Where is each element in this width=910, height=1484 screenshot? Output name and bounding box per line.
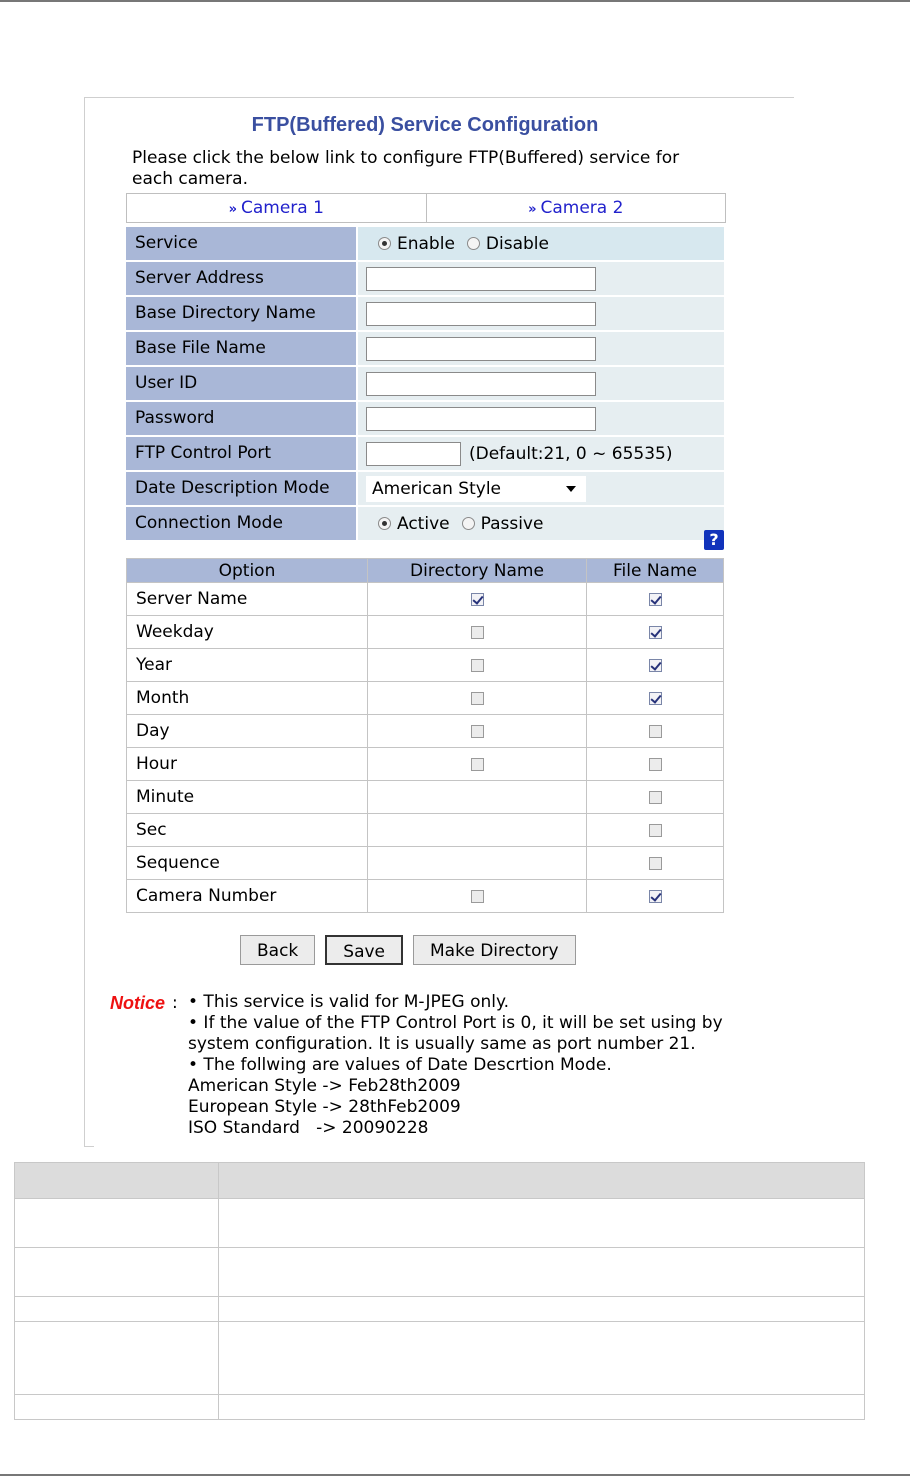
directory-name-checkbox[interactable] (471, 890, 484, 903)
back-button[interactable]: Back (240, 935, 315, 965)
notice-colon: : (172, 993, 178, 1013)
file-name-checkbox[interactable] (649, 626, 662, 639)
option-label: Sequence (127, 847, 368, 880)
help-icon[interactable]: ? (704, 530, 724, 550)
base-file-row (126, 332, 724, 367)
file-name-column-header: File Name (587, 559, 724, 583)
notice-line: • This service is valid for M-JPEG only. (188, 992, 510, 1012)
base-directory-label: Base Directory Name (126, 297, 356, 330)
service-label: Service (126, 227, 356, 260)
directory-name-checkbox[interactable] (471, 593, 484, 606)
base-directory-row (126, 297, 724, 332)
passive-radio[interactable] (462, 517, 475, 530)
options-header-row (127, 559, 724, 583)
file-name-checkbox[interactable] (649, 758, 662, 771)
file-name-checkbox[interactable] (649, 593, 662, 606)
option-label: Year (127, 649, 368, 682)
doc-table-header-row (15, 1163, 865, 1199)
option-row (127, 781, 724, 814)
option-row (127, 649, 724, 682)
option-label: Camera Number (127, 880, 368, 913)
active-radio-label[interactable]: Active (397, 513, 450, 534)
option-label: Minute (127, 781, 368, 814)
disable-radio[interactable] (467, 237, 480, 250)
doc-table-row (15, 1322, 865, 1395)
server-address-row (126, 262, 724, 297)
notice-line: • The follwing are values of Date Descrtion Mode. (188, 1055, 612, 1075)
user-id-row (126, 367, 724, 402)
file-name-checkbox[interactable] (649, 824, 662, 837)
page-top-rule (0, 0, 910, 2)
option-row (127, 715, 724, 748)
password-row (126, 402, 724, 437)
user-id-label: User ID (126, 367, 356, 400)
connection-mode-row (126, 507, 724, 542)
server-address-label: Server Address (126, 262, 356, 295)
password-input[interactable] (366, 407, 596, 431)
directory-name-checkbox[interactable] (471, 626, 484, 639)
doc-table-row (15, 1297, 865, 1322)
base-file-label: Base File Name (126, 332, 356, 365)
passive-radio-label[interactable]: Passive (480, 513, 544, 534)
option-row (127, 583, 724, 616)
option-label: Server Name (127, 583, 368, 616)
doc-table-row (15, 1199, 865, 1248)
ftp-port-label: FTP Control Port (126, 437, 356, 470)
doc-table-row (15, 1248, 865, 1297)
file-name-checkbox[interactable] (649, 692, 662, 705)
notice-line: ISO Standard -> 20090228 (188, 1118, 429, 1138)
option-label: Weekday (127, 616, 368, 649)
option-row (127, 880, 724, 913)
option-label: Day (127, 715, 368, 748)
options-table (126, 558, 724, 913)
file-name-checkbox[interactable] (649, 659, 662, 672)
page-title: FTP(Buffered) Service Configuration (251, 114, 599, 136)
screenshot-frame-left (84, 97, 85, 1147)
directory-name-checkbox[interactable] (471, 725, 484, 738)
password-label: Password (126, 402, 356, 435)
screenshot-frame-top (84, 97, 794, 98)
camera-links (126, 193, 726, 223)
file-name-checkbox[interactable] (649, 725, 662, 738)
chevron-down-icon (566, 486, 576, 492)
screenshot-frame-bottom (84, 1146, 94, 1147)
service-row (126, 227, 724, 262)
connection-mode-label: Connection Mode (126, 507, 356, 540)
camera-2-link[interactable]: » Camera 2 (426, 194, 726, 222)
date-mode-label: Date Description Mode (126, 472, 356, 505)
save-button[interactable]: Save (325, 935, 403, 965)
directory-name-checkbox[interactable] (471, 659, 484, 672)
option-row (127, 847, 724, 880)
page-bottom-rule (0, 1474, 910, 1476)
notice-line: European Style -> 28thFeb2009 (188, 1097, 461, 1117)
document-parameter-table (14, 1162, 865, 1420)
date-mode-select[interactable]: American Style (366, 476, 586, 502)
notice-label: Notice (110, 993, 166, 1013)
notice-text (188, 992, 808, 1139)
directory-name-checkbox[interactable] (471, 758, 484, 771)
notice-line: • If the value of the FTP Control Port is 0, it will be set using by (188, 1013, 723, 1033)
directory-name-column-header: Directory Name (368, 559, 587, 583)
file-name-checkbox[interactable] (649, 890, 662, 903)
directory-name-checkbox[interactable] (471, 692, 484, 705)
file-name-checkbox[interactable] (649, 791, 662, 804)
ftp-config-form (126, 227, 724, 542)
active-radio[interactable] (378, 517, 391, 530)
ftp-port-row (126, 437, 724, 472)
option-row (127, 748, 724, 781)
server-address-input[interactable] (366, 267, 596, 291)
camera-1-link[interactable]: » Camera 1 (228, 198, 324, 218)
notice-line: American Style -> Feb28th2009 (188, 1076, 461, 1096)
double-arrow-icon: » (528, 202, 537, 217)
user-id-input[interactable] (366, 372, 596, 396)
option-column-header: Option (127, 559, 368, 583)
make-directory-button[interactable]: Make Directory (413, 935, 576, 965)
enable-radio-label[interactable]: Enable (397, 233, 455, 254)
ftp-port-input[interactable] (366, 442, 461, 466)
option-label: Sec (127, 814, 368, 847)
option-label: Month (127, 682, 368, 715)
button-bar (240, 935, 576, 965)
disable-radio-label[interactable]: Disable (485, 233, 549, 254)
enable-radio[interactable] (378, 237, 391, 250)
option-row (127, 616, 724, 649)
base-file-input[interactable] (366, 337, 596, 361)
double-arrow-icon: » (228, 202, 237, 217)
base-directory-input[interactable] (366, 302, 596, 326)
intro-text: Please click the below link to configure FTP(Buffered) service for each camera. (132, 148, 680, 189)
option-row (127, 682, 724, 715)
doc-table-row (15, 1395, 865, 1420)
option-row (127, 814, 724, 847)
date-mode-row (126, 472, 724, 507)
notice-line: system configuration. It is usually same as port number 21. (188, 1034, 696, 1054)
option-label: Hour (127, 748, 368, 781)
ftp-port-hint: (Default:21, 0 ~ 65535) (469, 443, 673, 464)
file-name-checkbox[interactable] (649, 857, 662, 870)
